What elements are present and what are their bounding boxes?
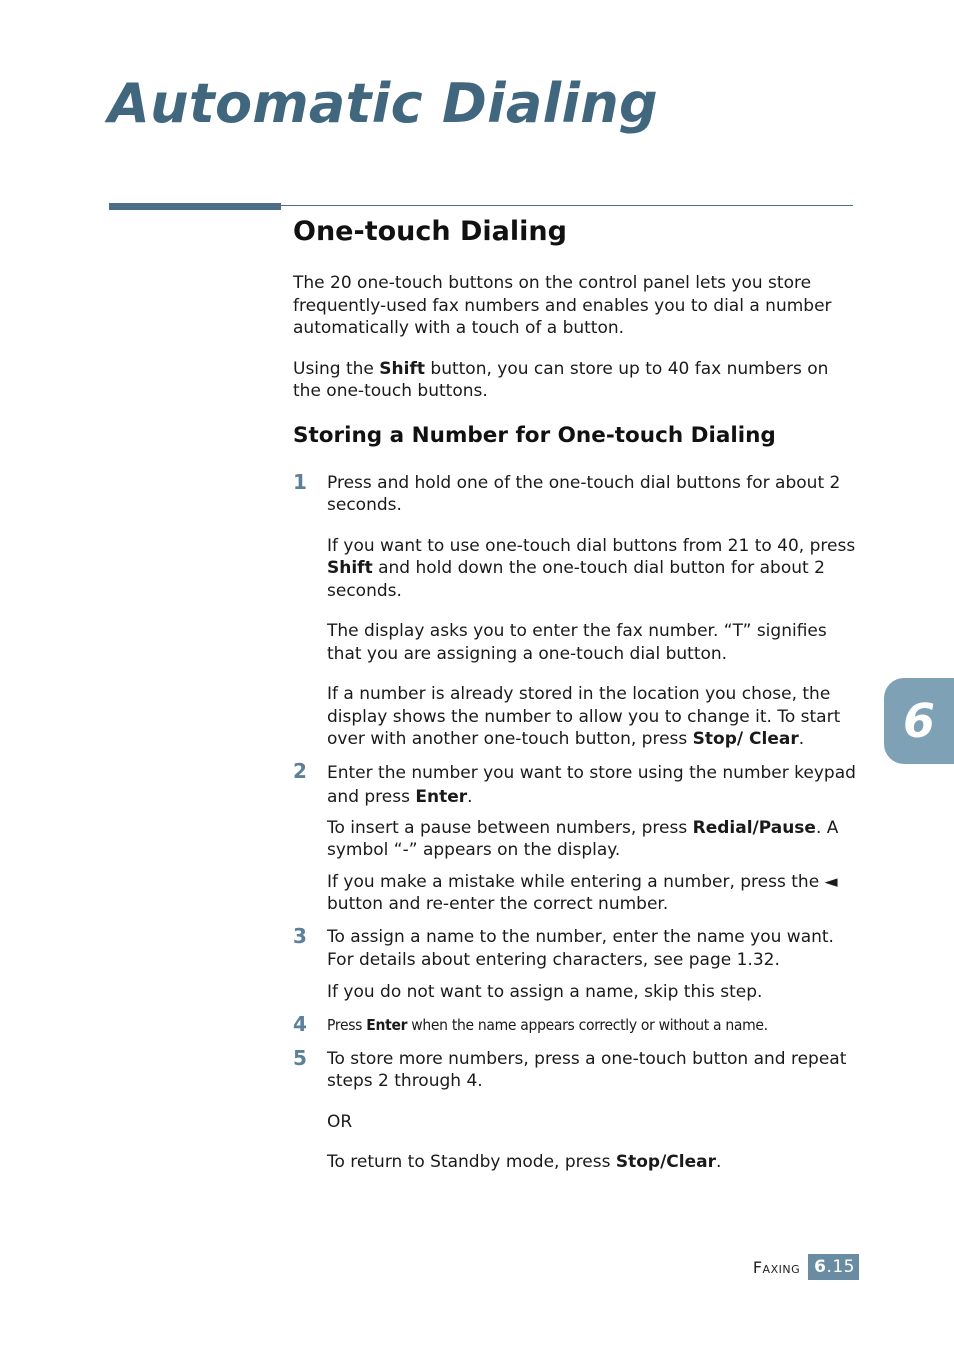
step-2	[293, 758, 859, 916]
title-rule-thin	[281, 205, 853, 206]
step-5	[293, 1045, 859, 1174]
step-3-text: To assign a name to the number, enter the name you want. For details about entering characters, see page 1.32.	[327, 926, 834, 970]
step-1-note-shift: If you want to use one-touch dial buttons from 21 to 40, press Shift and hold down the one-touch dial button for about 2 seconds.	[327, 535, 856, 601]
step-4	[293, 1014, 859, 1037]
footer-section-name: Faxing	[752, 1257, 801, 1277]
footer-page-number: 6.15	[808, 1254, 859, 1280]
step-4-text: Press Enter when the name appears correctly or without a name.	[327, 1016, 768, 1034]
subsection-heading: Storing a Number for One-touch Dialing	[293, 422, 776, 448]
step-number: 2	[293, 758, 307, 783]
step-5-note: To return to Standby mode, press Stop/Clear.	[327, 1152, 722, 1172]
step-number: 1	[293, 469, 307, 494]
step-number: 3	[293, 923, 307, 948]
step-1-note-display: The display asks you to enter the fax number. “T” signifies that you are assigning a one-touch dial button.	[327, 621, 827, 664]
step-1-note-existing: If a number is already stored in the location you chose, the display shows the number to allow you to change it. To start over with another one-touch button, press Stop/ Clear.	[327, 684, 841, 749]
step-number: 5	[293, 1045, 307, 1070]
chapter-title: Automatic Dialing	[108, 72, 658, 135]
intro-paragraph-1: The 20 one-touch buttons on the control panel lets you store frequently-used fax numbers and enables you to dial a number automatically with a touch of a button.	[293, 273, 832, 338]
step-3-note: If you do not want to assign a name, skip this step.	[327, 981, 763, 1002]
step-number: 4	[293, 1012, 307, 1036]
section-heading: One-touch Dialing	[293, 216, 567, 247]
step-1	[293, 469, 859, 751]
step-2-note-pause: To insert a pause between numbers, press Redial/Pause. A symbol “-” appears on the display.	[327, 817, 839, 860]
step-1-text: Press and hold one of the one-touch dial buttons for about 2 seconds.	[327, 472, 841, 515]
step-2-text: Enter the number you want to store using the number keypad and press Enter.	[327, 762, 856, 807]
chapter-tab-number: 6	[902, 694, 935, 748]
title-rule-thick	[109, 203, 281, 210]
page-footer	[753, 1254, 859, 1280]
main-content	[293, 214, 859, 1174]
steps-list	[293, 469, 859, 1174]
step-5-or: OR	[327, 1111, 353, 1132]
step-3	[293, 923, 859, 1004]
intro-paragraph-2: Using the Shift button, you can store up to 40 fax numbers on the one-touch buttons.	[293, 358, 829, 401]
chapter-tab	[884, 678, 954, 764]
step-5-text: To store more numbers, press a one-touch button and repeat steps 2 through 4.	[327, 1048, 847, 1091]
step-2-note-mistake: If you make a mistake while entering a number, press the ◄ button and re-enter the correct number.	[327, 871, 838, 914]
